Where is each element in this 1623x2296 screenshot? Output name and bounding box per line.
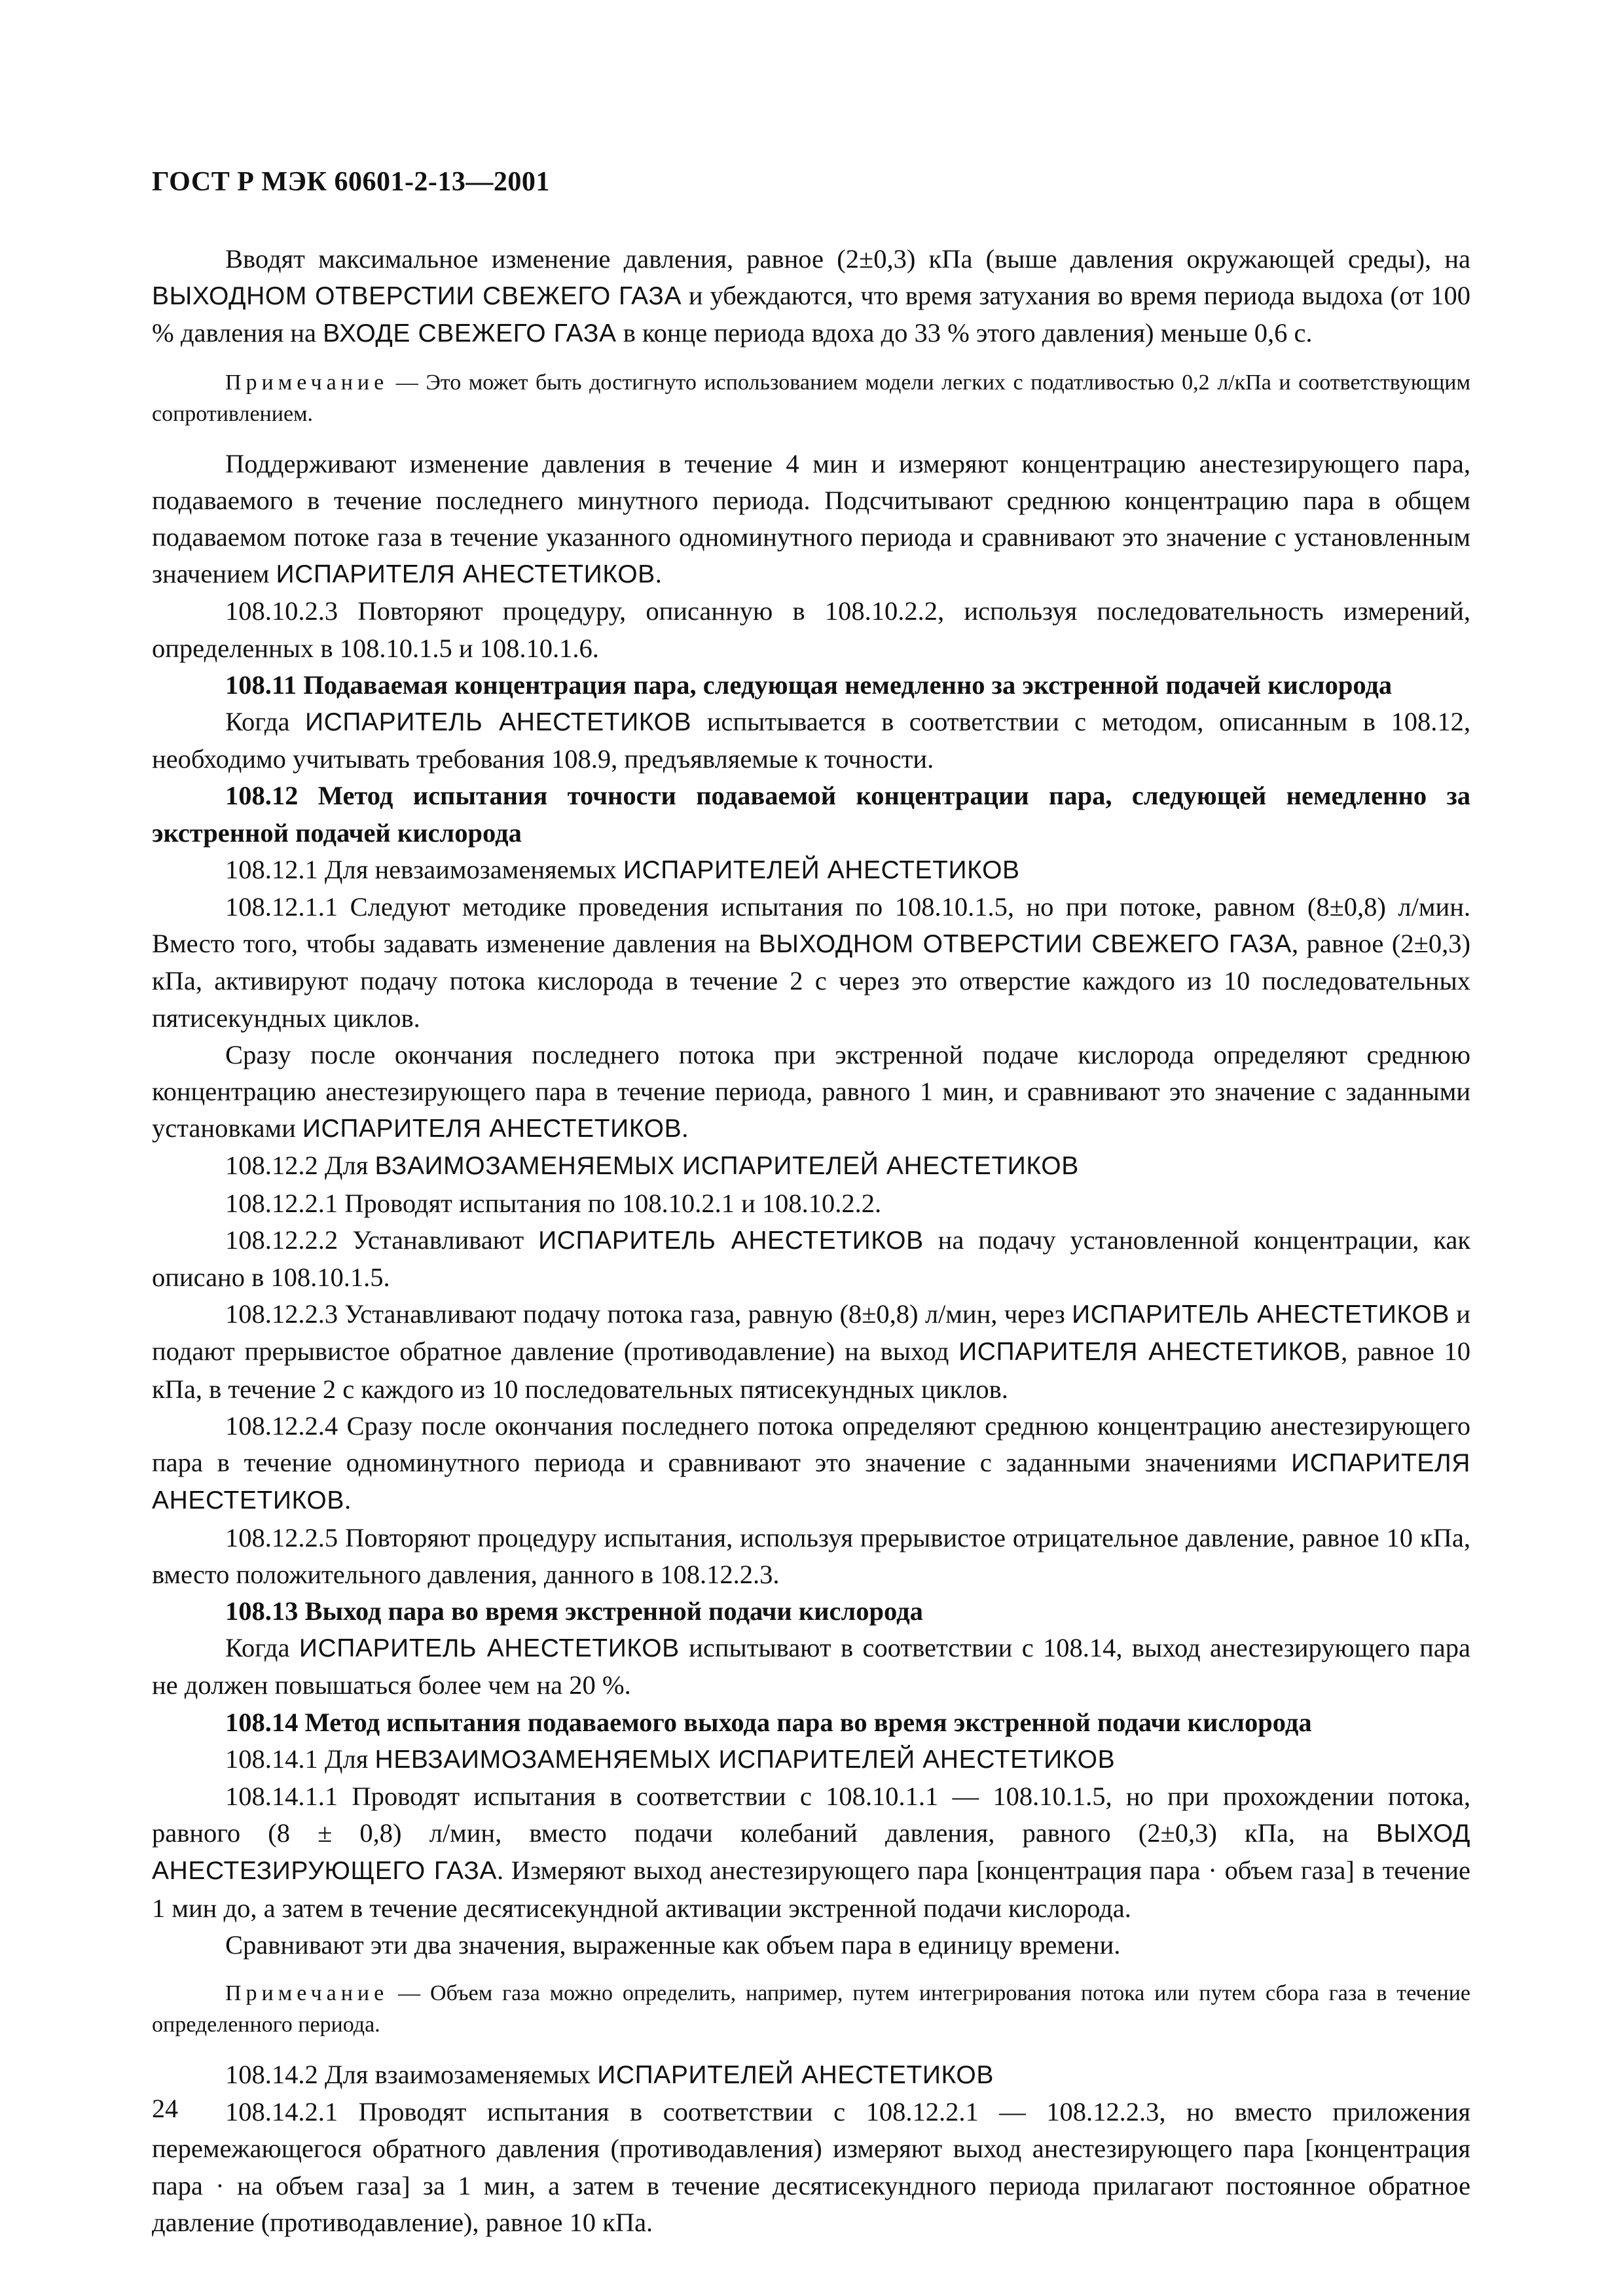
section-heading-108-14: 108.14 Метод испытания подаваемого выхода пара во время экстренной подачи кислорода bbox=[225, 1707, 1312, 1737]
clause-108-12-2: 108.12.2 Для ВЗАИМОЗАМЕНЯЕМЫХ ИСПАРИТЕЛЕЙ АНЕСТЕТИКОВ bbox=[225, 1151, 1079, 1181]
clause-108-10-2-3: 108.10.2.3 Повторяют процедуру, описанную в 108.10.2.2, используя последовательность измерений, определенных в 108.10.1.5 и 108.10.1.6. bbox=[152, 596, 1470, 663]
clause-108-12-2-1: 108.12.2.1 Проводят испытания по 108.10.2.1 и 108.10.2.2. bbox=[225, 1188, 882, 1218]
clause-108-12-2-2: 108.12.2.2 Устанавливают ИСПАРИТЕЛЬ АНЕСТЕТИКОВ на подачу установленной концентрации, как описано в 108.10.1.5. bbox=[152, 1225, 1470, 1293]
clause-108-14-2-1: 108.14.2.1 Проводят испытания в соответствии с 108.12.2.1 — 108.12.2.3, но вместо приложения перемежающегося обратного давления (противодавления) измеряют выход анестезирующего пара [концентрация пара · на объем газа] за 1 мин, а затем в течение десятисекундного периода прилагают постоянное обратное давление (противодавление), равное 10 кПа. bbox=[152, 2097, 1470, 2237]
note bbox=[152, 1978, 1470, 2041]
paragraph: Когда ИСПАРИТЕЛЬ АНЕСТЕТИКОВ испытывается в соответствии с методом, описанным в 108.12, необходимо учитывать требования 108.9, предъявляемые к точности. bbox=[152, 707, 1470, 774]
note-text: — Это может быть достигнуто использованием модели легких с податливостью 0,2 л/кПа и соответствующим сопротивлением. bbox=[152, 370, 1470, 426]
clause-108-14-1: 108.14.1 Для НЕВЗАИМОЗАМЕНЯЕМЫХ ИСПАРИТЕЛЕЙ АНЕСТЕТИКОВ bbox=[225, 1744, 1116, 1774]
clause-108-12-1-1: 108.12.1.1 Следуют методике проведения испытания по 108.10.1.5, но при потоке, равном (8±0,8) л/мин. Вместо того, чтобы задавать изменение давления на ВЫХОДНОМ ОТВЕРСТИИ СВЕЖЕГО ГАЗА, равное (2±0,3) кПа, активируют подачу потока кислорода в течение 2 с через это отверстие каждого из 10 последовательных пятисекундных циклов. bbox=[152, 892, 1470, 1033]
clause-108-14-1-1: 108.14.1.1 Проводят испытания в соответствии с 108.10.1.1 — 108.10.1.5, но при прохождении потока, равного (8 ± 0,8) л/мин, вместо подачи колебаний давления, равного (2±0,3) кПа, на ВЫХОД АНЕСТЕЗИРУЮЩЕГО ГАЗА. Измеряют выход анестезирующего пара [концентрация пара · объем газа] в течение 1 мин до, а затем в течение десятисекундной активации экстренной подачи кислорода. bbox=[152, 1781, 1470, 1923]
paragraph: Вводят максимальное изменение давления, равное (2±0,3) кПа (выше давления окружающей среды), на ВЫХОДНОМ ОТВЕРСТИИ СВЕЖЕГО ГАЗА и убеждаются, что время затухания во время периода выдоха (от 100 % давления на ВХОДЕ СВЕЖЕГО ГАЗА в конце периода вдоха до 33 % этого давления) меньше 0,6 с. bbox=[152, 244, 1470, 348]
clause-108-12-1: 108.12.1 Для невзаимозаменяемых ИСПАРИТЕЛЕЙ АНЕСТЕТИКОВ bbox=[225, 854, 1020, 884]
paragraph: Сразу после окончания последнего потока при экстренной подаче кислорода определяют среднюю концентрацию анестезирующего пара в течение периода, равного 1 мин, и сравнивают это значение с заданными установками ИСПАРИТЕЛЯ АНЕСТЕТИКОВ. bbox=[152, 1039, 1470, 1143]
clause-108-12-2-4: 108.12.2.4 Сразу после окончания последнего потока определяют среднюю концентрацию анестезирующего пара в течение одноминутного периода и сравнивают это значение с заданными значениями ИСПАРИТЕЛЯ АНЕСТЕТИКОВ. bbox=[152, 1410, 1470, 1515]
clause-108-14-2: 108.14.2 Для взаимозаменяемых ИСПАРИТЕЛЕЙ АНЕСТЕТИКОВ bbox=[225, 2059, 994, 2089]
section-heading-108-13: 108.13 Выход пара во время экстренной подачи кислорода bbox=[225, 1596, 923, 1626]
document-body bbox=[152, 241, 1470, 2241]
clause-108-12-2-3: 108.12.2.3 Устанавливают подачу потока газа, равную (8±0,8) л/мин, через ИСПАРИТЕЛЬ АНЕСТЕТИКОВ и подают прерывистое обратное давление (противодавление) на выход ИСПАРИТЕЛЯ АНЕСТЕТИКОВ, равное 10 кПа, в течение 2 с каждого из 10 последовательных пятисекундных циклов. bbox=[152, 1299, 1471, 1404]
page-number: 24 bbox=[152, 2094, 178, 2123]
paragraph: Поддерживают изменение давления в течение 4 мин и измеряют концентрацию анестезирующего пара, подаваемого в течение последнего минутного периода. Подсчитывают среднюю концентрацию пара в общем подаваемом потоке газа в течение указанного одноминутного периода и сравнивают это значение с установленным значением ИСПАРИТЕЛЯ АНЕСТЕТИКОВ. bbox=[152, 448, 1470, 589]
document-header: ГОСТ Р МЭК 60601-2-13—2001 bbox=[152, 167, 550, 197]
note-text: — Объем газа можно определить, например, путем интегрирования потока или путем сбора газа в течение определенного периода. bbox=[152, 1981, 1470, 2037]
note-label: Примечание bbox=[225, 370, 389, 395]
note-label: Примечание bbox=[225, 1981, 389, 2005]
section-heading-108-11: 108.11 Подаваемая концентрация пара, следующая немедленно за экстренной подачей кислорода bbox=[225, 670, 1393, 700]
paragraph: Когда ИСПАРИТЕЛЬ АНЕСТЕТИКОВ испытывают в соответствии с 108.14, выход анестезирующего пара не должен повышаться более чем на 20 %. bbox=[152, 1633, 1470, 1700]
section-heading-108-12: 108.12 Метод испытания точности подаваемой концентрации пара, следующей немедленно за экстренной подачей кислорода bbox=[152, 781, 1470, 848]
clause-108-12-2-5: 108.12.2.5 Повторяют процедуру испытания, используя прерывистое отрицательное давление, равное 10 кПа, вместо положительного давления, данного в 108.12.2.3. bbox=[152, 1522, 1470, 1589]
paragraph: Сравнивают эти два значения, выраженные как объем пара в единицу времени. bbox=[225, 1929, 1121, 1960]
note bbox=[152, 367, 1470, 430]
